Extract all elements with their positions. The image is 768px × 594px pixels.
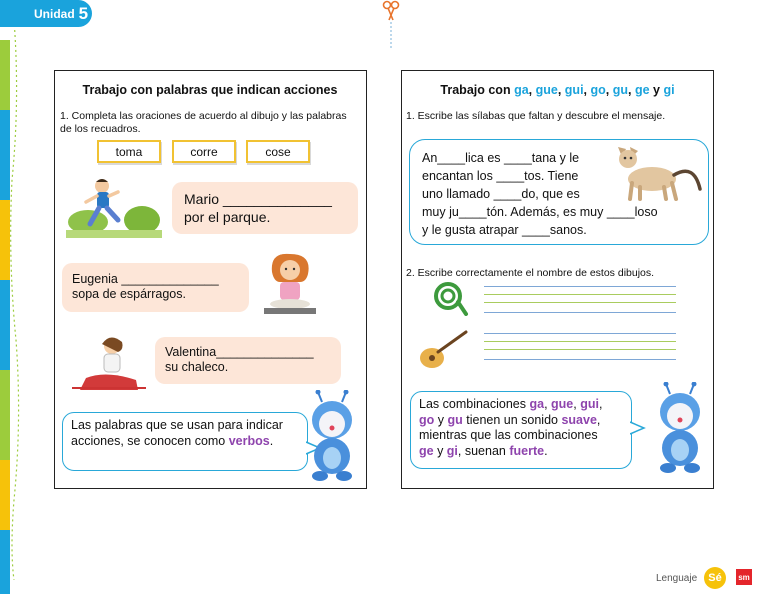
- rule-gue: gue: [551, 397, 574, 411]
- message-line-2: encantan los ____tos. Tiene: [422, 169, 579, 183]
- unit-number: 5: [78, 3, 89, 23]
- answer-line: [484, 302, 676, 303]
- answer-line: [484, 359, 676, 360]
- rule-text: ,: [596, 412, 601, 427]
- title-ga: ga: [514, 83, 529, 97]
- title-gui: gui: [564, 83, 584, 97]
- left-instruction: 1. Completa las oraciones de acuerdo al dibujo y las palabras de los recuadros.: [60, 110, 347, 135]
- rule-text: ,: [573, 397, 581, 411]
- right-instruction-2: 2. Escribe correctamente el nombre de estos dibujos.: [406, 267, 655, 279]
- rule-text: ,: [544, 397, 552, 411]
- verbs-tip-bubble: [62, 412, 308, 471]
- rule-text: ,: [598, 397, 603, 411]
- rule-text: Las combinaciones: [419, 397, 530, 411]
- message-line-5: y le gusta atrapar ____sanos.: [422, 223, 587, 237]
- sentence-eugenia-line2: sopa de espárragos.: [72, 287, 186, 301]
- word-box-corre: corre: [172, 140, 236, 163]
- title-comma: ,: [628, 83, 635, 97]
- title-prefix: Trabajo con: [440, 83, 515, 97]
- girl-eating-illustration: [260, 252, 320, 316]
- decor-dotted-line: [8, 20, 22, 580]
- verbs-highlight: verbos: [228, 433, 270, 448]
- rule-go: go: [419, 412, 435, 427]
- bubble-tail: [630, 420, 646, 436]
- sm-logo: sm: [736, 569, 752, 585]
- message-line-3: uno llamado ____do, que es: [422, 187, 580, 201]
- hose-illustration: [430, 280, 470, 316]
- scissors-icon: [381, 0, 401, 48]
- rule-ga: ga: [529, 397, 545, 411]
- rule-text: y: [434, 412, 448, 427]
- title-go: go: [590, 83, 606, 97]
- guitar-illustration: [416, 328, 470, 372]
- sentence-mario-line2: por el parque.: [184, 209, 271, 225]
- right-instruction-1: 1. Escribe las sílabas que faltan y descubre el mensaje.: [406, 110, 666, 122]
- rule-line-3: mientras que las combinaciones: [419, 428, 598, 442]
- mascot-illustration: [652, 382, 708, 474]
- answer-line: [484, 341, 676, 342]
- rule-ge: ge: [419, 443, 434, 458]
- title-comma: ,: [528, 83, 536, 97]
- sentence-eugenia: [62, 263, 249, 312]
- title-and: y: [649, 83, 664, 97]
- message-line-1: An____lica es ____tana y le: [422, 151, 580, 165]
- rule-text: .: [544, 443, 548, 458]
- title-gi: gi: [663, 83, 675, 97]
- rule-suave: suave: [561, 412, 597, 427]
- girl-sewing-illustration: [66, 334, 150, 396]
- word-box-cose: cose: [246, 140, 310, 163]
- rule-text: y: [433, 443, 447, 458]
- title-gue: gue: [535, 83, 558, 97]
- message-line-4: muy ju____tón. Además, es muy ____loso: [422, 205, 658, 219]
- title-comma: ,: [583, 83, 591, 97]
- answer-line: [484, 333, 676, 334]
- rule-text: tienen un sonido: [462, 412, 562, 427]
- unit-label: Unidad: [34, 6, 75, 21]
- running-boy-illustration: [66, 176, 162, 240]
- verbs-tip-end: .: [269, 433, 274, 448]
- footer-subject: Lenguaje: [656, 573, 698, 584]
- title-comma: ,: [557, 83, 565, 97]
- answer-line: [484, 312, 676, 313]
- se-logo: Sé: [704, 567, 726, 589]
- unit-tab: [0, 0, 92, 27]
- rule-text: , suenan: [457, 443, 510, 458]
- verbs-tip-text: Las palabras que se usan para indicar acciones, se conocen como: [71, 418, 283, 448]
- rule-gi: gi: [446, 443, 458, 458]
- left-panel-title: Trabajo con palabras que indican acciones: [82, 83, 338, 97]
- sentence-valentina-line1: Valentina______________: [165, 345, 314, 359]
- rule-gui: gui: [580, 397, 599, 411]
- sentence-eugenia-line1: Eugenia ______________: [72, 272, 219, 286]
- sentence-valentina: [155, 337, 341, 384]
- sentence-valentina-line2: su chaleco.: [165, 360, 229, 374]
- sentence-mario: [172, 182, 358, 234]
- rule-fuerte: fuerte: [509, 443, 545, 458]
- answer-line: [484, 286, 676, 287]
- sentence-mario-line1: Mario ______________: [184, 191, 332, 207]
- title-gu: gu: [612, 83, 629, 97]
- word-box-toma: toma: [97, 140, 161, 163]
- mascot-illustration: [304, 390, 360, 482]
- answer-line: [484, 349, 676, 350]
- right-panel-title: [405, 83, 710, 97]
- cat-illustration: [612, 143, 702, 201]
- rule-bubble: [410, 391, 632, 469]
- title-ge: ge: [634, 83, 650, 97]
- answer-line: [484, 294, 676, 295]
- rule-gu: gu: [447, 412, 463, 427]
- title-comma: ,: [605, 83, 613, 97]
